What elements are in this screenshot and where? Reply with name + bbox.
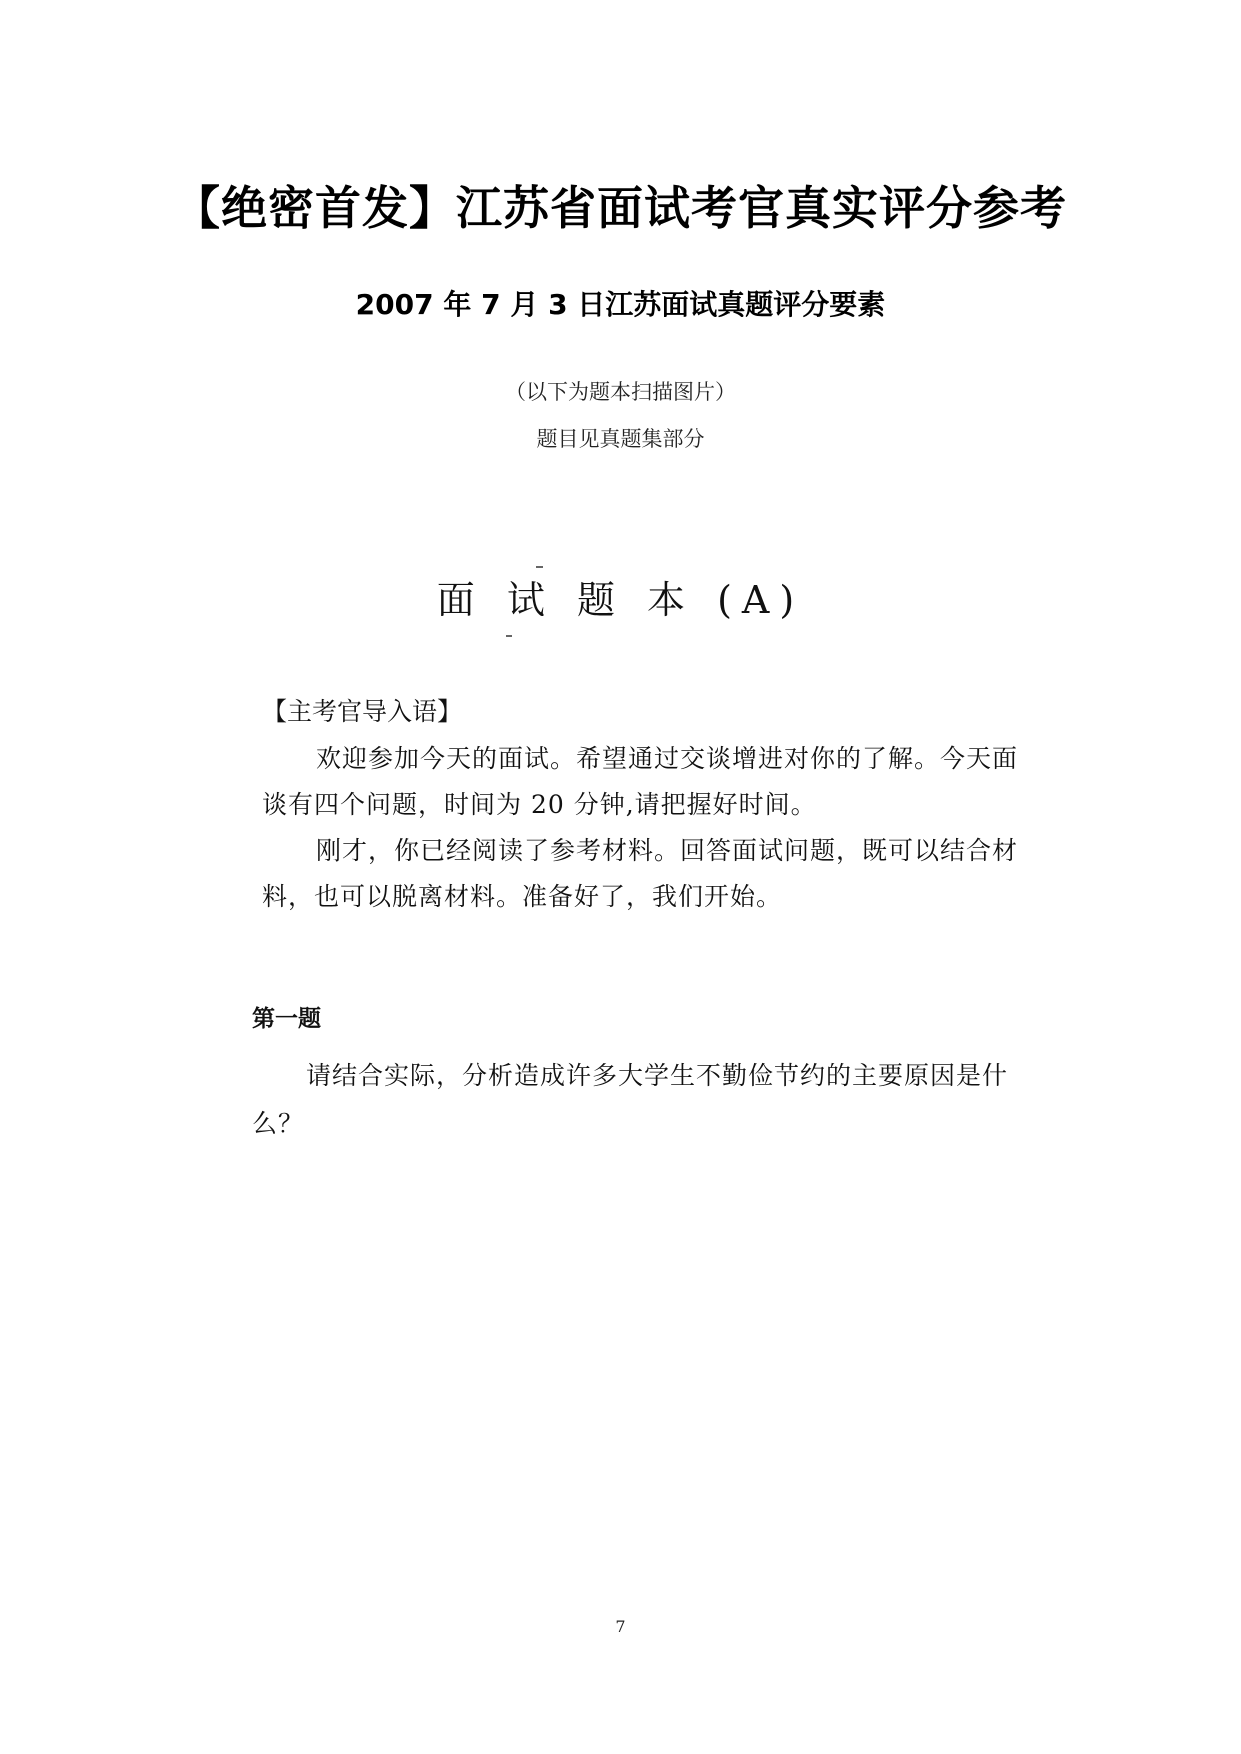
page-number: 7 <box>615 1617 626 1636</box>
question-heading: 第一题 <box>252 1006 321 1032</box>
scan-title: 面 试 题 本 (A) <box>436 578 805 622</box>
scan-note: （以下为题本扫描图片） <box>505 380 736 404</box>
scan-speck <box>506 635 512 637</box>
scan-speck <box>536 566 543 568</box>
document-subtitle: 2007 年 7 月 3 日江苏面试真题评分要素 <box>355 288 886 321</box>
questions-note: 题目见真题集部分 <box>536 427 705 451</box>
document-title: 【绝密首发】江苏省面试考官真实评分参考 <box>174 181 1067 235</box>
question-text: 请结合实际，分析造成许多大学生不勤俭节约的主要原因是什么？ <box>252 1061 1009 1138</box>
intro-paragraph: 刚才，你已经阅读了参考材料。回答面试问题，既可以结合材料，也可以脱离材料。准备好了，我们开始。 <box>262 836 1019 911</box>
intro-paragraph: 欢迎参加今天的面试。希望通过交谈增进对你的了解。今天面谈有四个问题，时间为 20 分钟,请把握好时间。 <box>262 744 1019 819</box>
examiner-intro-heading: 【主考官导入语】 <box>262 697 463 726</box>
